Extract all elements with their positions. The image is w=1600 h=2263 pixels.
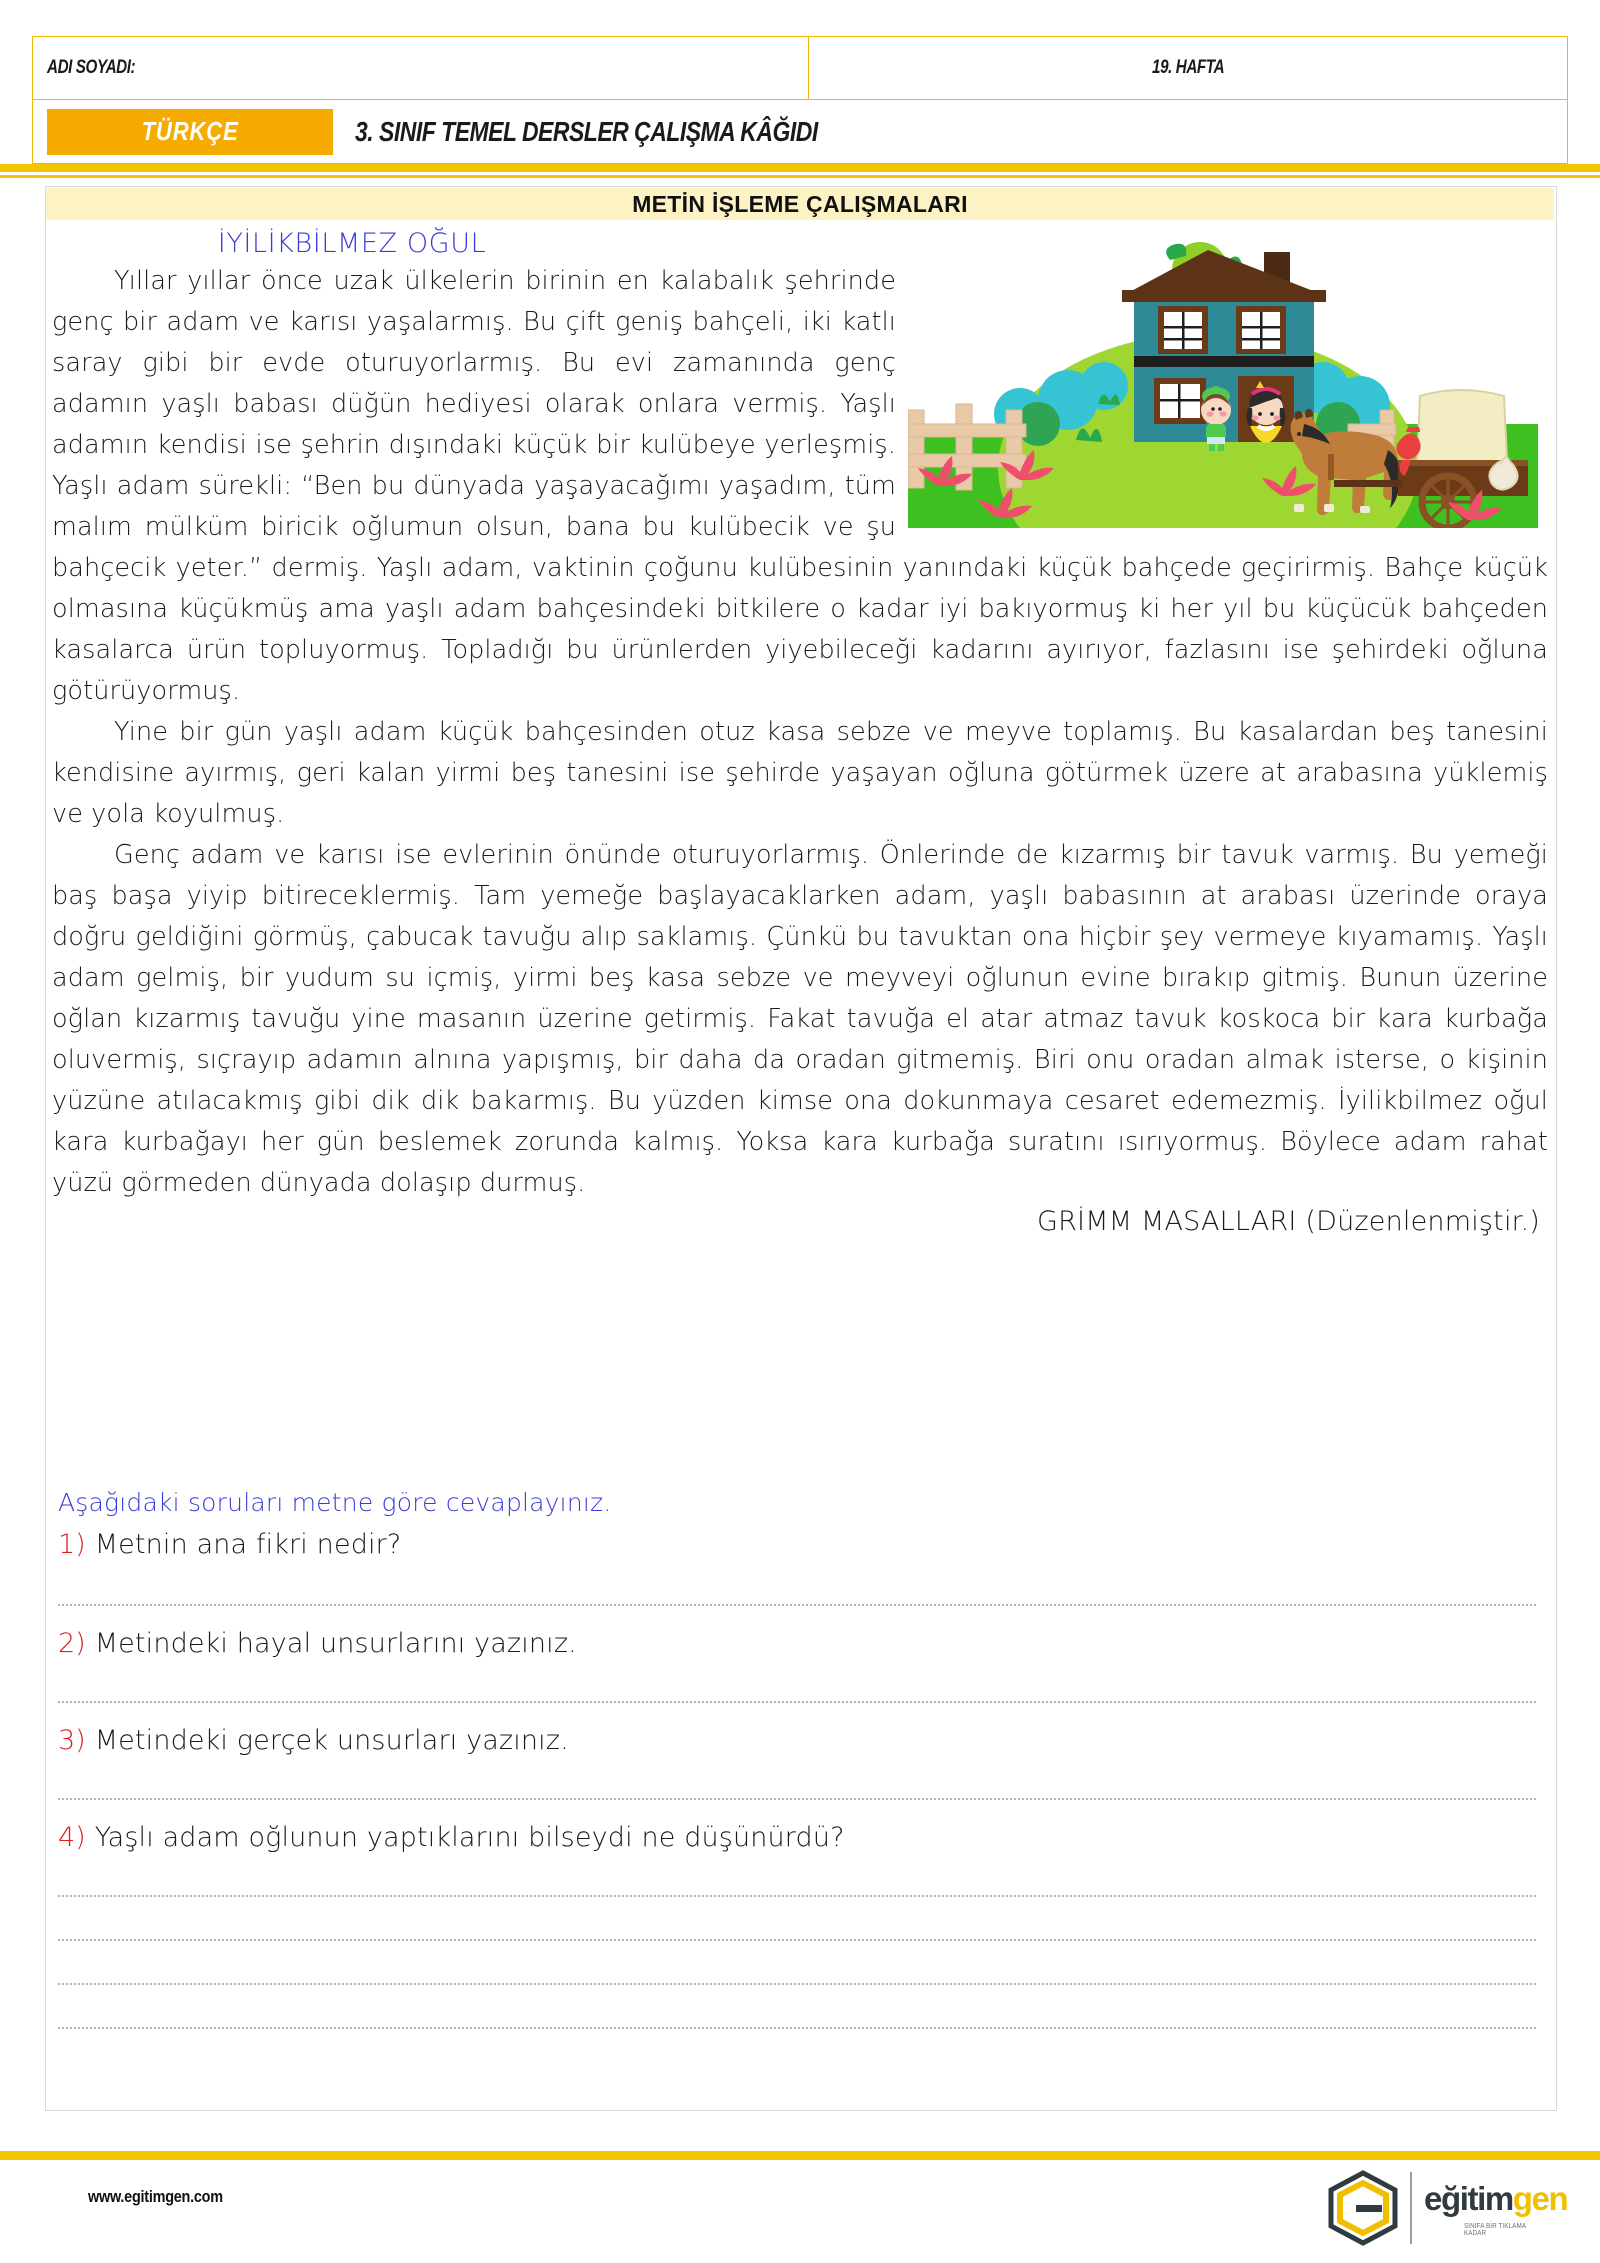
question-item (58, 1725, 1548, 1756)
question-text: Metindeki gerçek unsurları yazınız. (94, 1725, 569, 1756)
student-name-label: ADI SOYADI: (47, 57, 136, 78)
question-item (58, 1822, 1548, 1853)
question-item (58, 1628, 1548, 1659)
week-label: 19. HAFTA (1152, 57, 1225, 78)
story-paragraph-1: Yıllar yıllar önce uzak ülkelerin birinin en kalabalık şehrinde genç bir adam ve karısı yaşalarmış. Bu çift geniş bahçeli, iki katlı saray gibi bir evde oturuyorlarmış. Bu evi zamanında genç adamın yaşlı babası düğün hediyesi olarak onlara vermiş. Yaşlı adamın kendisi ise şehrin dışındaki küçük bir kulübeye yerleşmiş. Yaşlı adam sürekli: “Ben bu dünyada yaşayacağımı yaşadım, tüm malım mülküm biricik oğlumun olsun, bana bu kulübecik ve şu bahçecik yeter.” dermiş. Yaşlı adam, vaktinin çoğunu kulübesinin yanındaki küçük bahçede geçirirmiş. Bahçe küçük olmasına küçükmüş ama yaşlı adam bahçesindeki bitkilere o kadar iyi bakıyormuş ki her yıl bu küçücük bahçeden kasalarca ürün topluyormuş. Topladığı bu ürünlerden yiyebileceği kadarını ayırıyor, fazlasını ise şehirdeki oğluna götürüyormuş. (52, 266, 1548, 706)
spacer (58, 1800, 1548, 1822)
spacer (58, 1606, 1548, 1628)
footer-gold-bar (0, 2151, 1600, 2160)
header-info-row (32, 36, 1568, 100)
brand-logo[interactable] (1326, 2168, 1568, 2248)
question-item (58, 1529, 1548, 1560)
question-number: 3) (58, 1725, 86, 1756)
story-paragraph-2: Yine bir gün yaşlı adam küçük bahçesinden otuz kasa sebze ve meyve toplamış. Bu kasalardan beş tanesini kendisine ayırmış, geri kalan yirmi beş tanesini ise şehirde yaşayan oğluna götürmek üzere at arabasına yüklemiş ve yola koyulmuş. (52, 717, 1548, 829)
question-text: Yaşlı adam oğlunun yaptıklarını bilseydi ne düşünürdü? (94, 1822, 845, 1853)
answer-line[interactable] (58, 1939, 1536, 1941)
footer-website-url[interactable]: www.egitimgen.com (88, 2187, 223, 2206)
story-title: İYİLİKBİLMEZ OĞUL (217, 228, 487, 259)
section-banner-label: METİN İŞLEME ÇALIŞMALARI (632, 190, 968, 217)
gold-divider-bar-thin (0, 175, 1600, 178)
subject-badge (47, 109, 333, 155)
logo-wordmark (1424, 2182, 1567, 2216)
answer-line[interactable] (58, 1983, 1536, 1985)
worksheet-header (32, 36, 1568, 164)
question-text: Metnin ana fikri nedir? (94, 1529, 402, 1560)
illustration-svg (908, 228, 1538, 528)
answer-line[interactable] (58, 2027, 1536, 2029)
logo-text-accent: gen (1512, 2180, 1568, 2217)
answer-line[interactable] (58, 1895, 1536, 1897)
student-name-cell[interactable] (33, 37, 809, 99)
question-text: Metindeki hayal unsurlarını yazınız. (94, 1628, 577, 1659)
story-paragraph-3: Genç adam ve karısı ise evlerinin önünde oturuyorlarmış. Önlerinde de kızarmış bir tavuk varmış. Bu yemeği baş başa yiyip bitireceklermiş. Tam yemeğe başlayacaklarken adam, yaşlı babasının at arabası üzerinde oraya doğru geldiğini görmüş, çabucak tavuğu alıp saklamış. Çünkü bu tavuktan ona hiçbir şey vermeye kıyamamış. Yaşlı adam gelmiş, bir yudum su içmiş, yirmi beş kasa sebze ve meyveyi oğlunun evine bırakıp gitmiş. Bunun üzerine oğlan kızarmış tavuğu yine masanın üzerine getirmiş. Fakat tavuğa el atar atmaz tavuk koskoca bir kara kurbağa oluvermiş, sıçrayıp adamın alnına yapışmış, bir daha da oradan gitmemiş. Biri onu oradan almak isterse, o kişinin yüzüne atılacakmış gibi dik dik bakarmış. Bu yüzden kimse ona dokunmaya cesaret edemezmiş. İyilikbilmez oğul kara kurbağayı her gün beslemek zorunda kalmış. Yoksa kara kurbağa suratını ısırıyormuş. Böylece adam rahat yüzü görmeden dünyada dolaşıp durmuş. (52, 840, 1548, 1198)
week-cell (809, 37, 1567, 99)
header-title-row (32, 100, 1568, 164)
story-attribution: GRİMM MASALLARI (Düzenlenmiştir.) (1036, 1206, 1540, 1237)
logo-tagline: SINIFA BİR TIKLAMA KADAR (1464, 2223, 1526, 2237)
question-number: 1) (58, 1529, 86, 1560)
sheet-title: 3. SINIF TEMEL DERSLER ÇALIŞMA KÂĞIDI (355, 115, 818, 147)
story-illustration (908, 228, 1538, 528)
subject-label: TÜRKÇE (141, 116, 239, 146)
section-banner (46, 188, 1554, 220)
question-number: 2) (58, 1628, 86, 1659)
hexagon-e-icon (1326, 2170, 1400, 2246)
reading-passage (52, 228, 1548, 1237)
gold-divider-bar (0, 164, 1600, 172)
question-number: 4) (58, 1822, 86, 1853)
questions-section (58, 1488, 1548, 2029)
questions-instruction: Aşağıdaki soruları metne göre cevaplayınız. (58, 1488, 612, 1517)
logo-divider (1410, 2172, 1412, 2244)
logo-text-primary: eğitim (1424, 2180, 1513, 2217)
spacer (58, 1703, 1548, 1725)
